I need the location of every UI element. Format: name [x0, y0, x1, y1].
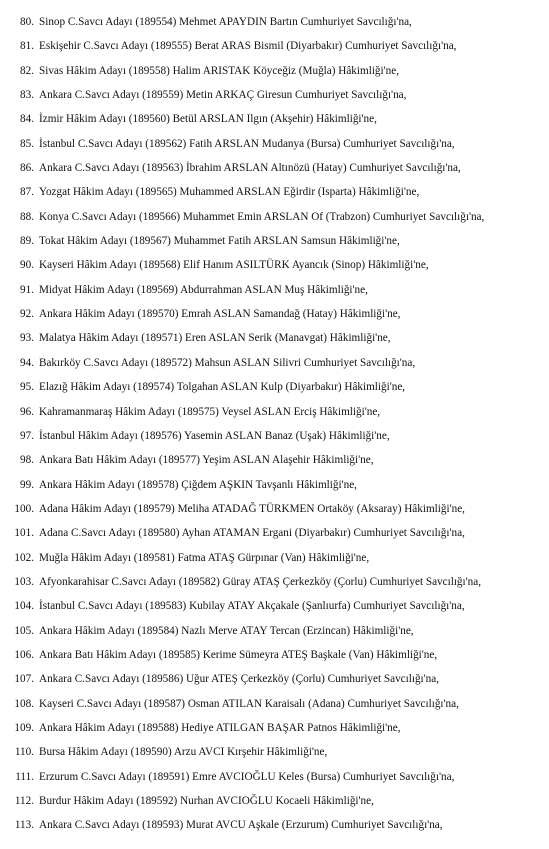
entry-number: 94.: [20, 356, 34, 369]
list-item: [0, 253, 549, 277]
entry-text: Burdur Hâkim Adayı (189592) Nurhan AVCIOĞLU Kocaeli Hâkimliği'ne,: [39, 795, 374, 807]
entry-number: 92.: [20, 308, 34, 321]
entry-text: Yozgat Hâkim Adayı (189565) Muhammed ARSLAN Eğirdir (Isparta) Hâkimliği'ne,: [39, 186, 420, 199]
list-item: [0, 570, 549, 594]
entry-number: 104.: [14, 600, 34, 613]
entry-text: Ankara C.Savcı Adayı (189593) Murat AVCU Aşkale (Erzurum) Cumhuriyet Savcılığı'na,: [39, 819, 443, 832]
list-item: [0, 375, 549, 399]
list-item: [0, 180, 549, 204]
entry-text: Ankara Hâkim Adayı (189570) Emrah ASLAN Samandağ (Hatay) Hâkimliği'ne,: [39, 308, 401, 321]
entry-number: 105.: [14, 624, 34, 637]
list-item: [0, 302, 549, 326]
entry-number: 97.: [20, 429, 34, 442]
list-item: [0, 813, 549, 837]
entry-text: İstanbul C.Savcı Adayı (189562) Fatih ARSLAN Mudanya (Bursa) Cumhuriyet Savcılığı'na,: [39, 137, 455, 150]
entry-text: Ankara C.Savcı Adayı (189586) Uğur ATEŞ Çerkezköy (Çorlu) Cumhuriyet Savcılığı'na,: [39, 673, 440, 686]
list-item: [0, 740, 549, 764]
entry-text: Tokat Hâkim Adayı (189567) Muhammet Fatih ARSLAN Samsun Hâkimliği'ne,: [39, 235, 400, 248]
entry-text: Bakırköy C.Savcı Adayı (189572) Mahsun ASLAN Silivri Cumhuriyet Savcılığı'na,: [39, 356, 416, 369]
entry-text: Adana C.Savcı Adayı (189580) Ayhan ATAMAN Ergani (Diyarbakır) Cumhuriyet Savcılığı'na,: [39, 527, 465, 540]
entry-number: 80.: [20, 16, 34, 28]
list-item: [0, 546, 549, 570]
list-item: [0, 716, 549, 740]
list-item: [0, 229, 549, 253]
list-item: [0, 497, 549, 521]
entry-number: 108.: [14, 697, 34, 710]
entry-number: 101.: [14, 527, 34, 540]
entry-number: 102.: [14, 551, 34, 564]
entry-text: Kayseri C.Savcı Adayı (189587) Osman ATILAN Karaisalı (Adana) Cumhuriyet Savcılığı'na,: [39, 697, 459, 710]
list-item: [0, 424, 549, 448]
list-item: [0, 765, 549, 789]
list-item: [0, 59, 549, 83]
entry-number: 98.: [20, 454, 34, 467]
entry-text: Malatya Hâkim Adayı (189571) Eren ASLAN Serik (Manavgat) Hâkimliği'ne,: [39, 332, 391, 345]
list-item: [0, 521, 549, 545]
entry-text: Elazığ Hâkim Adayı (189574) Tolgahan ASLAN Kulp (Diyarbakır) Hâkimliği'ne,: [39, 381, 406, 394]
list-item: [0, 34, 549, 58]
entry-text: Ankara Hâkim Adayı (189584) Nazlı Merve ATAY Tercan (Erzincan) Hâkimliği'ne,: [39, 624, 414, 637]
entry-number: 113.: [14, 819, 34, 832]
list-item: [0, 789, 549, 813]
list-item: [0, 132, 549, 156]
entry-text: Sivas Hâkim Adayı (189558) Halim ARISTAK Köyceğiz (Muğla) Hâkimliği'ne,: [39, 64, 399, 77]
entry-text: Midyat Hâkim Adayı (189569) Abdurrahman ASLAN Muş Hâkimliği'ne,: [39, 283, 368, 296]
entry-text: İstanbul Hâkim Adayı (189576) Yasemin ASLAN Banaz (Uşak) Hâkimliği'ne,: [39, 429, 390, 442]
list-item: [0, 473, 549, 497]
entry-number: 111.: [15, 770, 34, 783]
entry-text: Kahramanmaraş Hâkim Adayı (189575) Veysel ASLAN Erciş Hâkimliği'ne,: [39, 405, 381, 418]
entry-number: 85.: [20, 137, 34, 150]
entry-text: Ankara Batı Hâkim Adayı (189577) Yeşim ASLAN Alaşehir Hâkimliği'ne,: [39, 454, 374, 467]
entry-number: 91.: [20, 283, 34, 296]
entry-text: Ankara Batı Hâkim Adayı (189585) Kerime Sümeyra ATEŞ Başkale (Van) Hâkimliği'ne,: [39, 648, 438, 661]
entry-number: 87.: [20, 186, 34, 199]
list-item: [0, 643, 549, 667]
list-item: [0, 448, 549, 472]
entry-text: Sinop C.Savcı Adayı (189554) Mehmet APAYDIN Bartın Cumhuriyet Savcılığı'na,: [39, 16, 412, 28]
entry-number: 88.: [20, 210, 34, 223]
entry-number: 93.: [20, 332, 34, 345]
list-item: [0, 278, 549, 302]
list-item: [0, 326, 549, 350]
entry-text: İzmir Hâkim Adayı (189560) Betül ARSLAN Ilgın (Akşehir) Hâkimliği'ne,: [39, 113, 377, 126]
entry-number: 82.: [20, 64, 34, 77]
list-item: [0, 400, 549, 424]
list-item: [0, 594, 549, 618]
entry-number: 106.: [14, 648, 34, 661]
entry-number: 100.: [14, 502, 34, 515]
entry-text: Muğla Hâkim Adayı (189581) Fatma ATAŞ Gürpınar (Van) Hâkimliği'ne,: [39, 551, 370, 564]
entry-number: 95.: [20, 381, 34, 394]
entry-text: İstanbul C.Savcı Adayı (189583) Kubilay ATAY Akçakale (Şanlıurfa) Cumhuriyet Savcılığı'na,: [39, 600, 465, 613]
entry-text: Ankara Hâkim Adayı (189578) Çiğdem AŞKIN Tavşanlı Hâkimliği'ne,: [39, 478, 357, 491]
list-item: [0, 667, 549, 691]
entry-number: 103.: [14, 575, 34, 588]
entry-text: Kayseri Hâkim Adayı (189568) Elif Hanım ASILTÜRK Ayancık (Sinop) Hâkimliği'ne,: [39, 259, 429, 272]
list-item: [0, 107, 549, 131]
entry-text: Konya C.Savcı Adayı (189566) Muhammet Emin ARSLAN Of (Trabzon) Cumhuriyet Savcılığı'na,: [39, 210, 485, 223]
entry-number: 90.: [20, 259, 34, 272]
entry-text: Eskişehir C.Savcı Adayı (189555) Berat ARAS Bismil (Diyarbakır) Cumhuriyet Savcılığı'na,: [39, 40, 457, 53]
entry-number: 96.: [20, 405, 34, 418]
entry-number: 112.: [14, 795, 34, 807]
entry-number: 81.: [20, 40, 34, 53]
entry-number: 89.: [20, 235, 34, 248]
entry-number: 110.: [14, 746, 34, 759]
list-item: [0, 205, 549, 229]
list-item: [0, 692, 549, 716]
entry-text: Ankara C.Savcı Adayı (189563) İbrahim ARSLAN Altınözü (Hatay) Cumhuriyet Savcılığı'na,: [39, 162, 461, 175]
entry-number: 109.: [14, 721, 34, 734]
entry-number: 107.: [14, 673, 34, 686]
list-item: [0, 351, 549, 375]
entry-number: 86.: [20, 162, 34, 175]
entry-text: Afyonkarahisar C.Savcı Adayı (189582) Güray ATAŞ Çerkezköy (Çorlu) Cumhuriyet Savcılığı'na,: [39, 575, 482, 588]
entry-text: Erzurum C.Savcı Adayı (189591) Emre AVCIOĞLU Keles (Bursa) Cumhuriyet Savcılığı'na,: [39, 770, 455, 783]
entry-text: Ankara Hâkim Adayı (189588) Hediye ATILGAN BAŞAR Patnos Hâkimliği'ne,: [39, 721, 401, 734]
entry-number: 99.: [20, 478, 34, 491]
list-item: [0, 10, 549, 34]
entry-number: 84.: [20, 113, 34, 126]
entry-text: Adana Hâkim Adayı (189579) Meliha ATADAĞ TÜRKMEN Ortaköy (Aksaray) Hâkimliği'ne,: [39, 502, 465, 515]
list-item: [0, 156, 549, 180]
list-item: [0, 619, 549, 643]
list-item: [0, 83, 549, 107]
entry-text: Bursa Hâkim Adayı (189590) Arzu AVCI Kırşehir Hâkimliği'ne,: [39, 746, 328, 759]
entry-number: 83.: [20, 89, 34, 102]
entry-text: Ankara C.Savcı Adayı (189559) Metin ARKAÇ Giresun Cumhuriyet Savcılığı'na,: [39, 89, 407, 102]
